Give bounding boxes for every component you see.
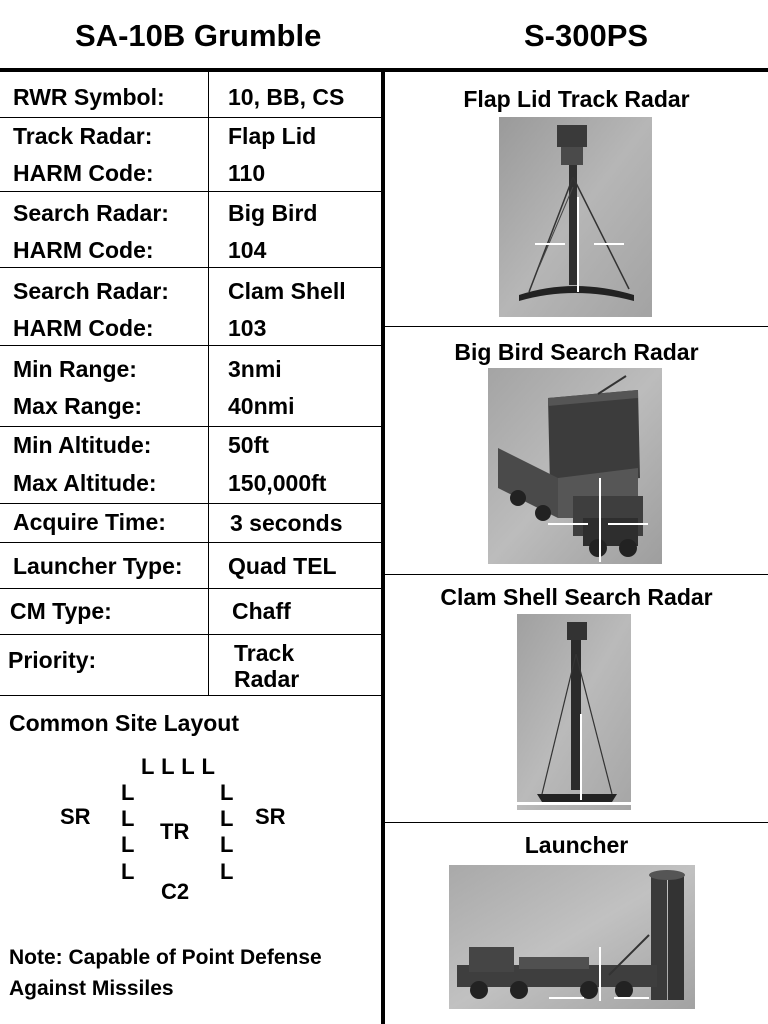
row-divider xyxy=(0,542,381,543)
search-radar-1-harm-value: 104 xyxy=(228,237,267,263)
system-title: SA-10B Grumble xyxy=(75,18,322,53)
command-marker: C2 xyxy=(161,879,190,904)
launcher-marker: L xyxy=(121,806,135,831)
priority-value-line2: Radar xyxy=(234,666,300,692)
search-radar-1-harm-label: HARM Code: xyxy=(13,237,154,263)
launcher-type-label: Launcher Type: xyxy=(13,553,183,579)
note-line2: Against Missiles xyxy=(9,977,174,1000)
cm-type-label: CM Type: xyxy=(10,598,112,624)
spec-column-divider xyxy=(208,72,209,695)
priority-label: Priority: xyxy=(8,647,97,673)
min-range-value: 3nmi xyxy=(228,356,282,382)
launcher-caption: Launcher xyxy=(524,832,629,858)
min-altitude-label: Min Altitude: xyxy=(13,432,152,458)
track-radar-label: Track Radar: xyxy=(13,123,153,149)
clam-shell-caption: Clam Shell Search Radar xyxy=(440,584,713,610)
launcher-marker: L xyxy=(220,859,234,884)
acquire-time-label: Acquire Time: xyxy=(13,509,166,535)
max-altitude-value: 150,000ft xyxy=(228,470,327,496)
launcher-type-value: Quad TEL xyxy=(228,553,337,579)
search-radar-2-value: Clam Shell xyxy=(228,278,346,304)
cm-type-value: Chaff xyxy=(232,598,291,624)
min-altitude-value: 50ft xyxy=(228,432,269,458)
launcher-photo xyxy=(449,865,695,1009)
big-bird-caption: Big Bird Search Radar xyxy=(454,339,699,365)
min-range-label: Min Range: xyxy=(13,356,137,382)
search-radar-1-value: Big Bird xyxy=(228,200,318,226)
launcher-marker: L xyxy=(220,832,234,857)
image-divider xyxy=(385,326,768,327)
track-harm-value: 110 xyxy=(228,160,266,186)
system-designation: S-300PS xyxy=(524,18,649,53)
center-divider xyxy=(381,68,385,1024)
row-divider xyxy=(0,695,381,696)
search-radar-2-harm-label: HARM Code: xyxy=(13,315,154,341)
launcher-marker: L xyxy=(121,832,135,857)
search-radar-2-harm-value: 103 xyxy=(228,315,267,341)
launcher-top-row: L L L L xyxy=(141,754,215,779)
site-layout-title: Common Site Layout xyxy=(9,710,240,736)
track-radar-marker: TR xyxy=(160,819,190,844)
priority-value-line1: Track xyxy=(234,640,295,666)
launcher-marker: L xyxy=(220,806,234,831)
rwr-symbol-label: RWR Symbol: xyxy=(13,84,165,110)
rwr-symbol-value: 10, BB, CS xyxy=(228,84,345,110)
row-divider xyxy=(0,634,381,635)
search-radar-marker-left: SR xyxy=(60,804,91,829)
search-radar-marker-right: SR xyxy=(255,804,286,829)
flap-lid-caption: Flap Lid Track Radar xyxy=(463,86,690,112)
launcher-marker: L xyxy=(121,780,135,805)
track-radar-value: Flap Lid xyxy=(228,123,317,149)
max-range-label: Max Range: xyxy=(13,393,143,419)
launcher-marker: L xyxy=(220,780,234,805)
max-range-value: 40nmi xyxy=(228,393,295,419)
flap-lid-radar-photo xyxy=(499,117,652,317)
big-bird-radar-photo xyxy=(488,368,662,564)
clam-shell-radar-photo xyxy=(517,614,631,810)
track-harm-label: HARM Code: xyxy=(13,160,154,186)
max-altitude-label: Max Altitude: xyxy=(13,470,157,496)
search-radar-1-label: Search Radar: xyxy=(13,200,169,226)
image-divider xyxy=(385,574,768,575)
image-divider xyxy=(385,822,768,823)
acquire-time-value: 3 seconds xyxy=(230,510,343,536)
note-line1: Note: Capable of Point Defense xyxy=(9,946,322,969)
launcher-marker: L xyxy=(121,859,135,884)
search-radar-2-label: Search Radar: xyxy=(13,278,169,304)
row-divider xyxy=(0,588,381,589)
